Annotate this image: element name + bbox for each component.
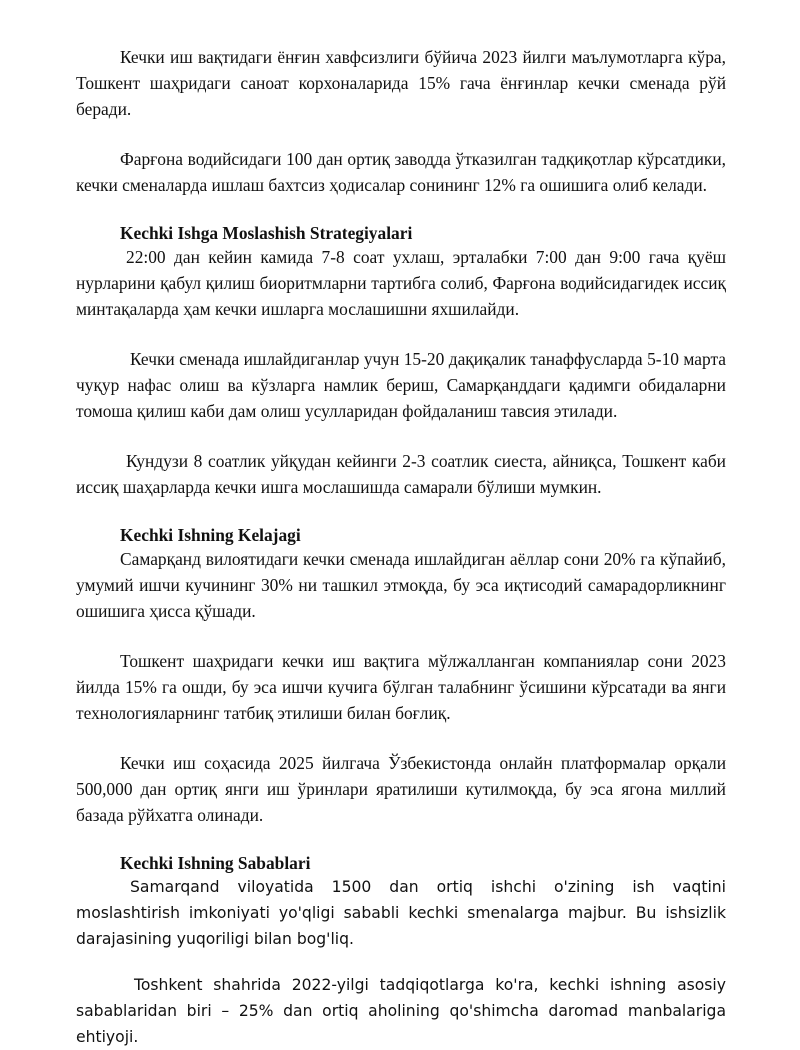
paragraph-siesta: Кундузи 8 соатлик уйқудан кейинги 2-3 соатлик сиеста, айниқса, Тошкент каби иссиқ шаҳарларда кечки ишга мослашишда самарали бўлиши мумкин. — [76, 451, 726, 497]
section-heading-reasons: Kechki Ishning Sabablari — [120, 853, 311, 873]
paragraph-toshkent-study: Toshkent shahrida 2022-yilgi tadqiqotlarga ko'ra, kechki ishning asosiy sabablaridan biri – 25% dan ortiq aholining qo'shimcha daromad manbalariga ehtiyoji. — [76, 976, 726, 1046]
section-heading-future: Kechki Ishning Kelajagi — [120, 525, 301, 545]
paragraph-companies-growth: Тошкент шаҳридаги кечки иш вақтига мўлжалланган компаниялар сони 2023 йилда 15% га ошди, бу эса ишчи кучига бўлган талабнинг ўсишини кўрсатади ва янги технологияларнинг татбиқ этилиши билан боғлиқ. — [76, 651, 726, 723]
paragraph-women-workers: Самарқанд вилоятидаги кечки сменада ишлайдиган аёллар сони 20% га кўпайиб, умумий ишчи кучининг 30% ни ташкил этмоқда, бу эса иқтисодий самарадорликнинг ошишига ҳисса қўшади. — [76, 549, 726, 621]
section-heading-adaptation: Kechki Ishga Moslashish Strategiyalari — [120, 223, 413, 243]
paragraph-samarqand-workers: Samarqand viloyatida 1500 dan ortiq ishchi o'zining ish vaqtini moslashtirish imkoniyati yo'qligi sababli kechki smenalarga majbur. Bu ishsizlik darajasining yuqoriligi bilan bog'liq. — [76, 878, 726, 948]
paragraph-sleep-rhythm: 22:00 дан кейин камида 7-8 соат ухлаш, эрталабки 7:00 дан 9:00 гача қуёш нурларини қабул қилиш биоритмларни тартибга солиб, Фарғона водийсидагидек иссиқ минтақаларда ҳам кечки ишларга мослашишни яхшилайди. — [76, 247, 726, 319]
paragraph-fergana-study: Фарғона водийсидаги 100 дан ортиқ заводда ўтказилган тадқиқотлар кўрсатдики, кечки сменаларда ишлаш бахтсиз ҳодисалар сонининг 12% га ошишига олиб келади. — [76, 149, 726, 195]
paragraph-fire-safety: Кечки иш вақтидаги ёнғин хавфсизлиги бўйича 2023 йилги маълумотларга кўра, Тошкент шаҳридаги саноат корхоналарида 15% гача ёнғинлар кечки сменада рўй беради. — [76, 47, 726, 119]
paragraph-online-platforms: Кечки иш соҳасида 2025 йилгача Ўзбекистонда онлайн платформалар орқали 500,000 дан ортиқ янги иш ўринлари яратилиши кутилмоқда, бу эса ягона миллий базада рўйхатга олинади. — [76, 753, 726, 825]
document-page — [76, 44, 726, 1050]
paragraph-breaks: Кечки сменада ишлайдиганлар учун 15-20 дақиқалик танаффусларда 5-10 марта чуқур нафас олиш ва кўзларга намлик бериш, Самарқанддаги қадимги обидаларни томоша қилиш каби дам олиш усулларидан фойдаланиш тавсия этилади. — [76, 349, 726, 421]
